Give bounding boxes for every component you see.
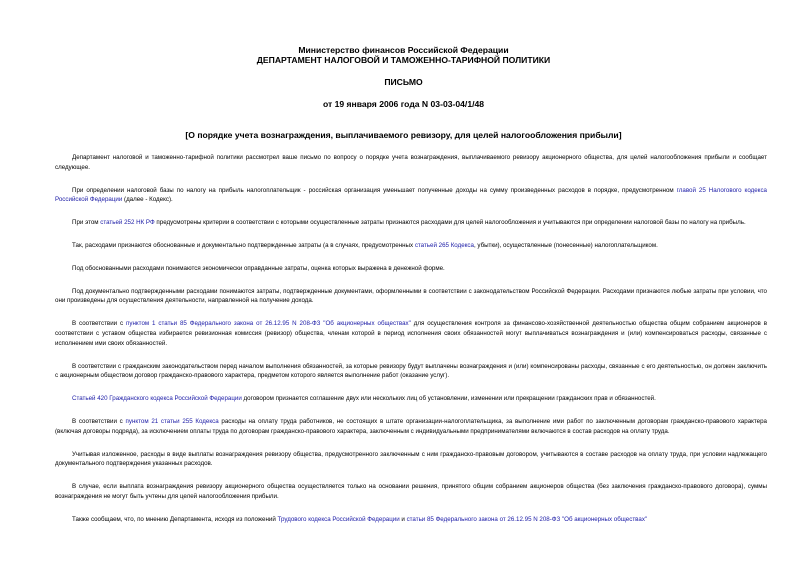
paragraph-text: , убытки), осуществленные (понесенные) налогоплательщиком. — [473, 241, 658, 249]
paragraph-12 — [55, 482, 767, 502]
paragraph-text: предусмотрены критерии в соответствии с которыми осуществленные затраты признаются расходами для целей налогообложения и учитываются при определении налоговой базы по налогу на прибыль. — [154, 219, 746, 227]
paragraph-11 — [55, 450, 767, 470]
paragraph-text: договором признается соглашение двух или нескольких лиц об установлении, изменении или прекращении гражданских прав и обязанностей. — [241, 395, 656, 403]
paragraph-text: В соответствии с — [72, 417, 126, 425]
paragraph-1 — [55, 153, 767, 173]
paragraph-text: расходы на оплату труда работников, не состоящих в штате организации-налогоплательщика, за выполнение ими работ по заключенным договорам гражданско-правового характера (включая договоры подряда), за исключением оплаты труда по договорам гражданско-правового характера, заключенным с индивидуальными предпринимателями включаются в состав расходов на оплату труда. — [55, 417, 767, 435]
link-article-420-civil-code[interactable]: Статьей 420 Гражданского кодекса Российской Федерации — [72, 395, 242, 403]
paragraph-8 — [55, 362, 767, 382]
link-chapter-25-tax-code[interactable]: главой 25 Налогового кодекса Российской Федерации — [55, 186, 767, 204]
paragraph-5 — [55, 264, 767, 274]
link-labor-code[interactable]: Трудового кодекса Российской Федерации — [277, 515, 400, 523]
paragraph-6 — [55, 287, 767, 307]
document-date-number: от 19 января 2006 года N 03-03-04/1/48 — [322, 99, 485, 109]
document-type: ПИСЬМО — [384, 77, 423, 87]
paragraph-4 — [55, 241, 767, 251]
document-body — [55, 153, 767, 538]
paragraph-text: При определении налоговой базы по налогу на прибыль налогоплательщик - российская организация уменьшает полученные доходы на сумму произведенных расходов в порядке, предусмотренном — [72, 186, 677, 194]
paragraph-2 — [55, 186, 767, 206]
paragraph-9 — [55, 394, 767, 404]
paragraph-text: При этом — [72, 219, 101, 227]
paragraph-7 — [55, 319, 767, 348]
paragraph-text: Под обоснованными расходами понимаются экономически оправданные затраты, оценка которых выражена в денежной форме. — [72, 264, 445, 272]
paragraph-text: и — [399, 515, 407, 523]
paragraph-text: для осуществления контроля за финансово-хозяйственной деятельностью общества общим собранием акционеров в соответствии с уставом общества избирается ревизионная комиссия (ревизор) общества, членам которой в период исполнения своих обязанностей могут выплачиваться вознаграждения и (или) компенсироваться расходы, связанные с исполнением ими своих обязанностей. — [55, 320, 768, 347]
paragraph-text: В соответствии с — [72, 320, 127, 328]
ministry-name: Министерство финансов Российской Федерации — [298, 45, 509, 55]
paragraph-text: В соответствии с гражданским законодательством перед началом выполнения обязанностей, за которые ревизору будут выплачены вознаграждения и (или) компенсированы расходы, связанные с его деятельностью, он должен заключить с акционерным обществом договор гражданско-правового характера, предметом которого является выполнение работ (оказание услуг). — [55, 362, 767, 380]
document-subject: [О порядке учета вознаграждения, выплачиваемого ревизору, для целей налогообложения прибыли] — [185, 130, 622, 140]
paragraph-text: Департамент налоговой и таможенно-тарифной политики рассмотрел ваше письмо по вопросу о порядке учета вознаграждения, выплачиваемого ревизору акционерного общества, для целей налогообложения прибыли и сообщает следующее. — [55, 154, 767, 171]
paragraph-text: Так, расходами признаются обоснованные и документально подтвержденные затраты (а в случаях, предусмотренных — [72, 241, 415, 249]
link-article-265[interactable]: статьей 265 Кодекса — [414, 241, 474, 249]
paragraph-text: Под документально подтвержденными расходами понимаются затраты, подтвержденные документами, оформленными в соответствии с законодательством Российской Федерации. Расходами признаются любые затраты при условии, что они произведены для осуществления деятельности, направленной на получение дохода. — [55, 287, 767, 305]
link-article-85-joint-stock-law-2[interactable]: статьи 85 Федерального закона от 26.12.95 N 208-ФЗ "Об акционерных обществах" — [406, 515, 648, 523]
link-article-85-joint-stock-law[interactable]: пунктом 1 статьи 85 Федерального закона от 26.12.95 N 208-ФЗ "Об акционерных обществах" — [126, 320, 411, 328]
paragraph-text: Учитывая изложенное, расходы в виде выплаты вознаграждения ревизору общества, предусмотренного заключенным с ним гражданско-правовым договором, учитываются в составе расходов на оплату труда, при условии надлежащего документального подтверждения указанных расходов. — [55, 450, 767, 468]
department-name: ДЕПАРТАМЕНТ НАЛОГОВОЙ И ТАМОЖЕННО-ТАРИФНОЙ ПОЛИТИКИ — [256, 55, 551, 65]
paragraph-text: В случае, если выплата вознаграждения ревизору акционерного общества осуществляется только на основании решения, принятого общим собранием акционеров общества (без заключения гражданско-правового договора), суммы вознаграждения не могут быть учтены для целей налогообложения прибыли. — [55, 483, 767, 500]
link-article-255-item-21[interactable]: пунктом 21 статьи 255 Кодекса — [125, 417, 219, 425]
paragraph-3 — [55, 218, 767, 228]
paragraph-13 — [55, 515, 767, 525]
paragraph-10 — [55, 417, 767, 437]
paragraph-text: Также сообщаем, что, по мнению Департамента, исходя из положений — [72, 515, 278, 523]
link-article-252[interactable]: статьей 252 НК РФ — [100, 219, 155, 227]
paragraph-text: (далее - Кодекс). — [122, 196, 173, 204]
